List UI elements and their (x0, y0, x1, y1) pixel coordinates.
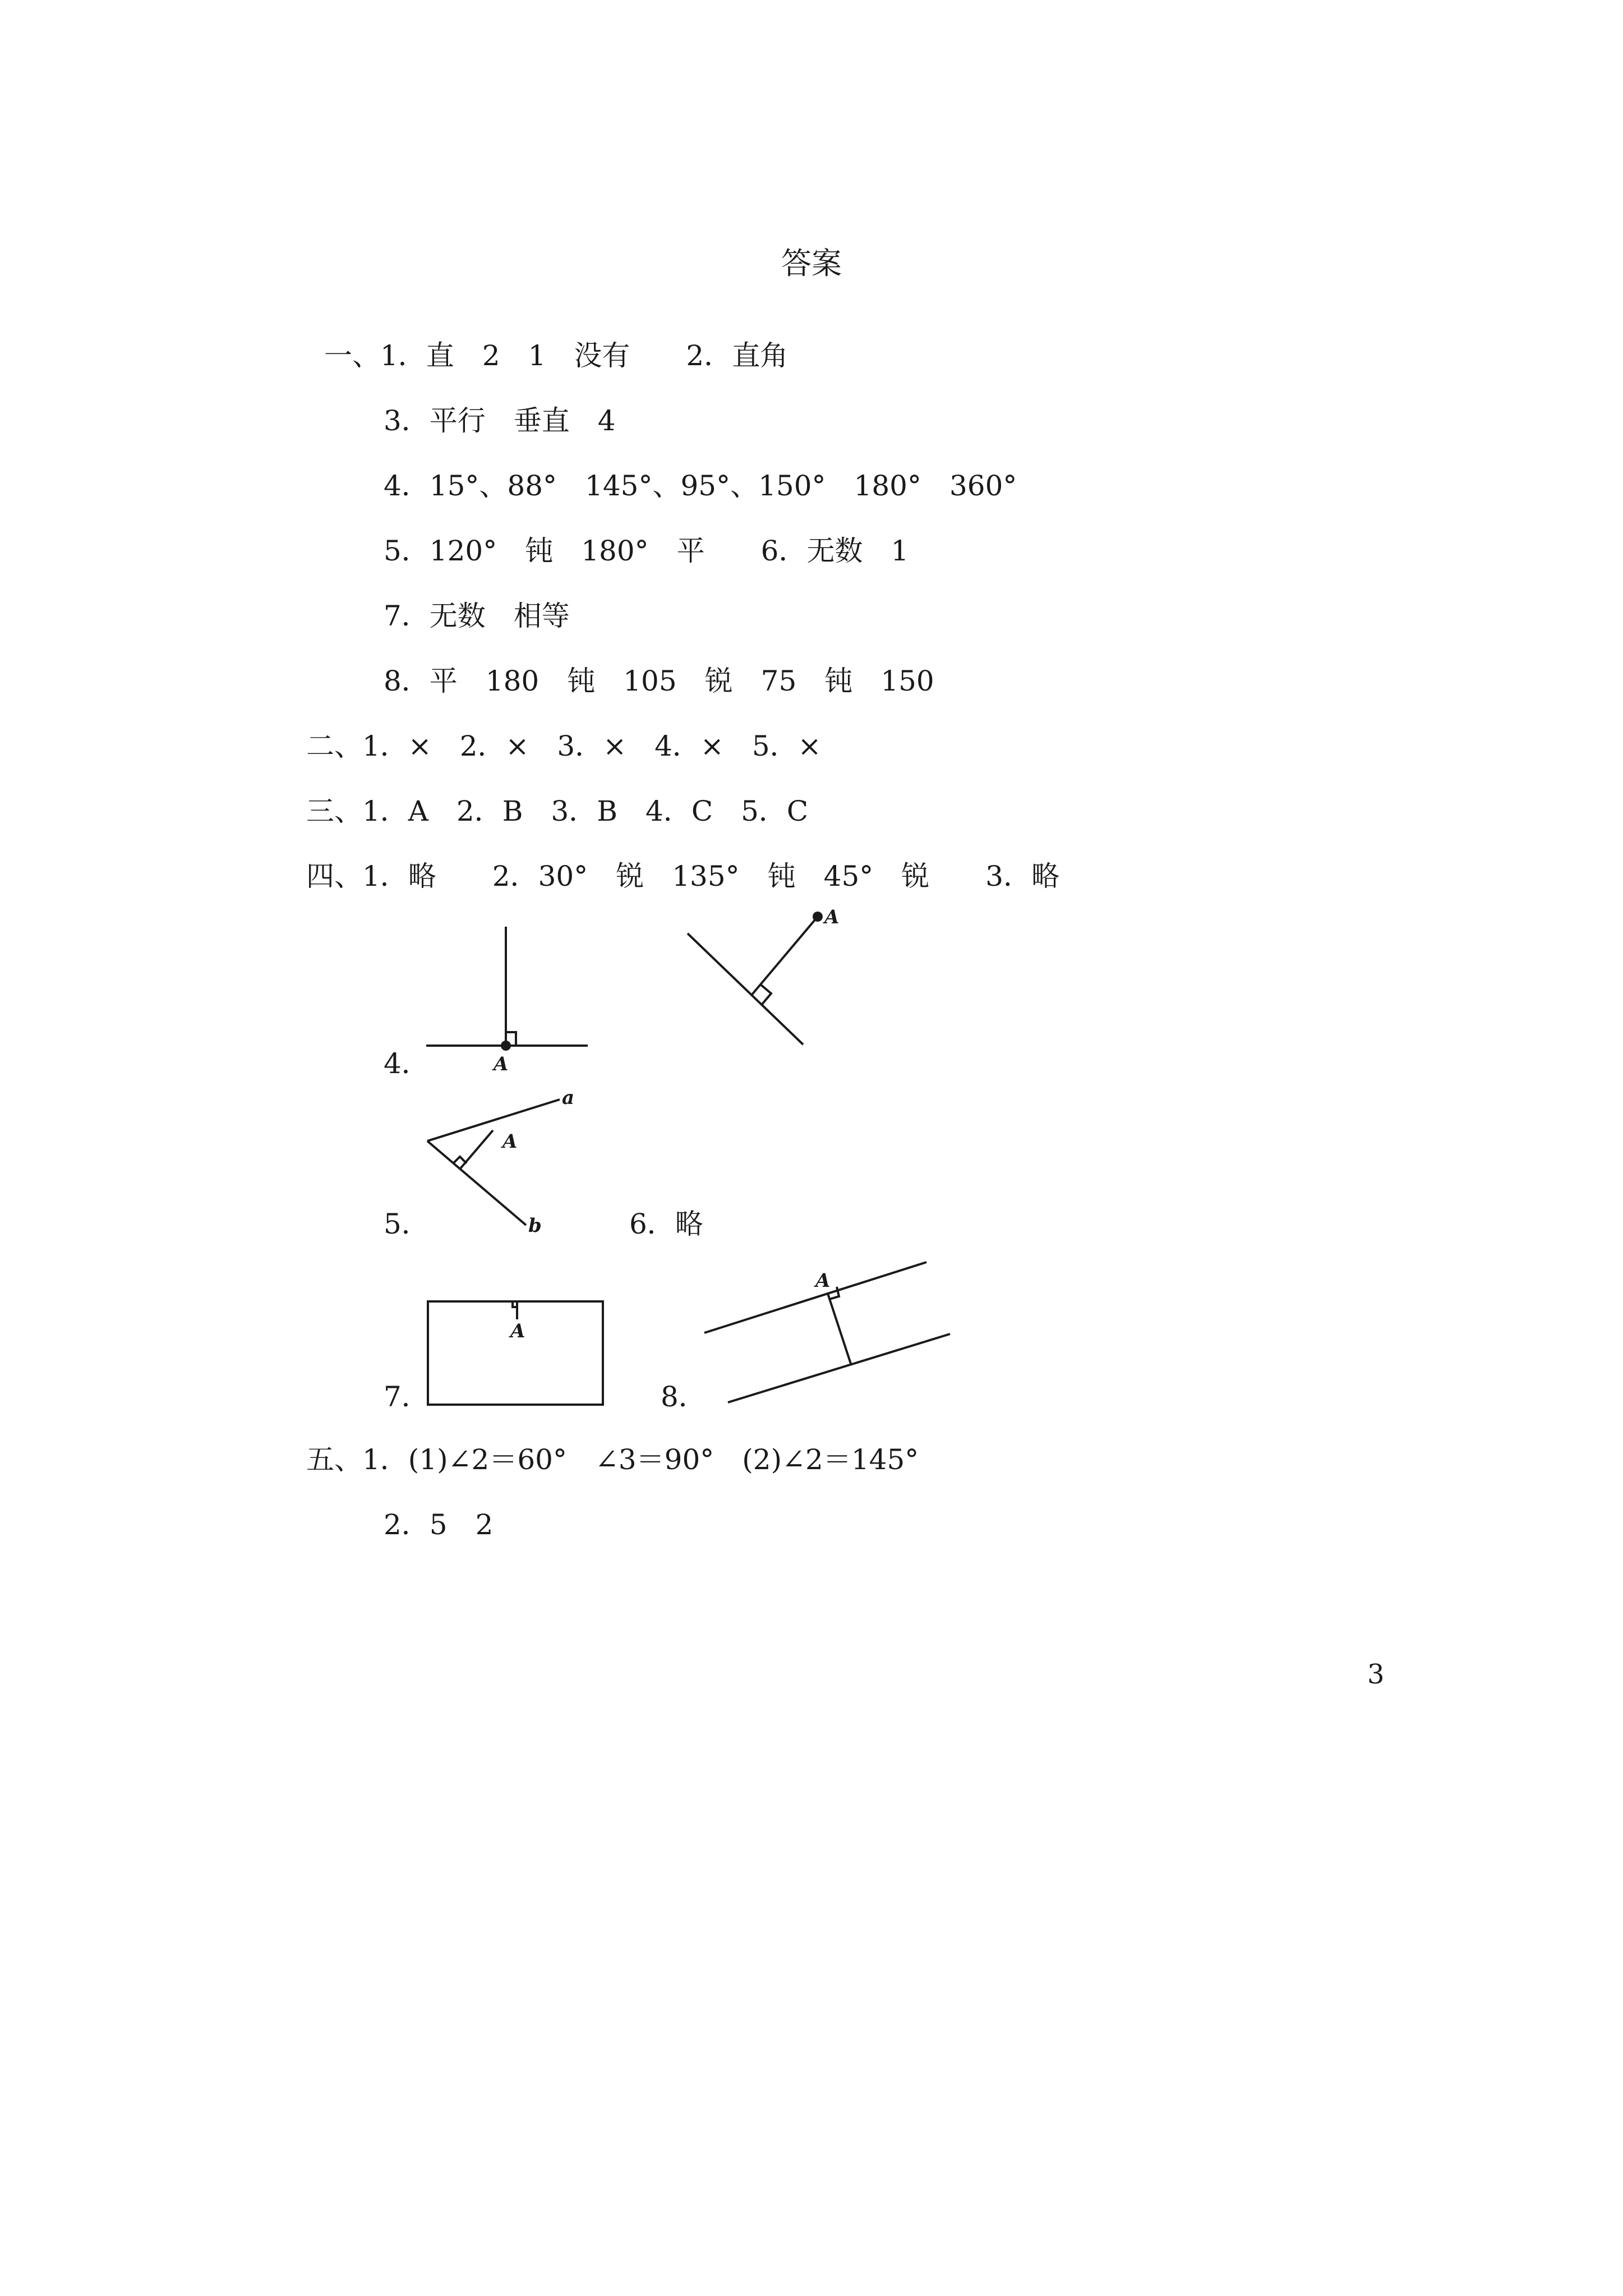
perpendicular-segment (751, 917, 818, 995)
answer-section-5: 五、1．(1)∠2＝60° ∠3＝90° (2)∠2＝145° (306, 1443, 919, 1476)
figure-7-rectangle (428, 1301, 603, 1405)
answer-line-2: 3．平行 垂直 4 (384, 404, 616, 437)
answer-line-4: 5．120° 钝 180° 平 6．无数 1 (384, 535, 909, 567)
point-a-dot (813, 912, 823, 922)
point-a-label: A (510, 1320, 525, 1342)
item-7-label: 7． (384, 1381, 430, 1413)
answer-line-1: 一、1．直 2 1 没有 2．直角 (324, 339, 789, 372)
rectangle (428, 1301, 603, 1405)
item-8-label: 8． (661, 1381, 707, 1413)
figure-8-parallel-lines (704, 1262, 950, 1402)
answer-section-2: 二、1．× 2．× 3．× 4．× 5．× (306, 730, 822, 762)
item-4-label: 4． (384, 1047, 430, 1080)
slanted-line (688, 933, 803, 1045)
answer-section-4: 四、1．略 2．30° 锐 135° 钝 45° 锐 3．略 (306, 860, 1060, 892)
point-a-label: A (502, 1130, 518, 1153)
figure-4-perpendicular-through-point (426, 927, 588, 1075)
answer-line-5-2: 2．5 2 (384, 1508, 494, 1541)
parallel-line-bottom (728, 1334, 950, 1402)
answer-section-3: 三、1．A 2．B 3．B 4．C 5．C (306, 795, 809, 827)
page-title: 答案 (781, 246, 842, 281)
point-a-label: A (824, 906, 840, 928)
ray-a-label: a (562, 1087, 575, 1109)
answer-line-5: 7．无数 相等 (384, 600, 570, 632)
ray-b (427, 1141, 526, 1225)
answer-line-3: 4．15°、88° 145°、95°、150° 180° 360° (384, 470, 1017, 502)
point-a-dot (501, 1041, 511, 1051)
page-number: 3 (1367, 1659, 1385, 1690)
point-a-label: A (494, 1053, 509, 1075)
answer-line-6: 8．平 180 钝 105 锐 75 钝 150 (384, 665, 934, 697)
figure-4-perpendicular-from-point (688, 906, 839, 1045)
right-angle-mark (453, 1157, 467, 1163)
ray-a (427, 1099, 560, 1141)
perpendicular-segment (828, 1294, 851, 1365)
ray-b-label: b (528, 1214, 542, 1237)
right-angle-mark (760, 984, 771, 1004)
figure-5-angle-perpendicular (427, 1087, 574, 1237)
item-6-label: 6．略 (629, 1208, 703, 1240)
item-5-label: 5． (384, 1208, 430, 1240)
point-a-label: A (815, 1269, 831, 1292)
